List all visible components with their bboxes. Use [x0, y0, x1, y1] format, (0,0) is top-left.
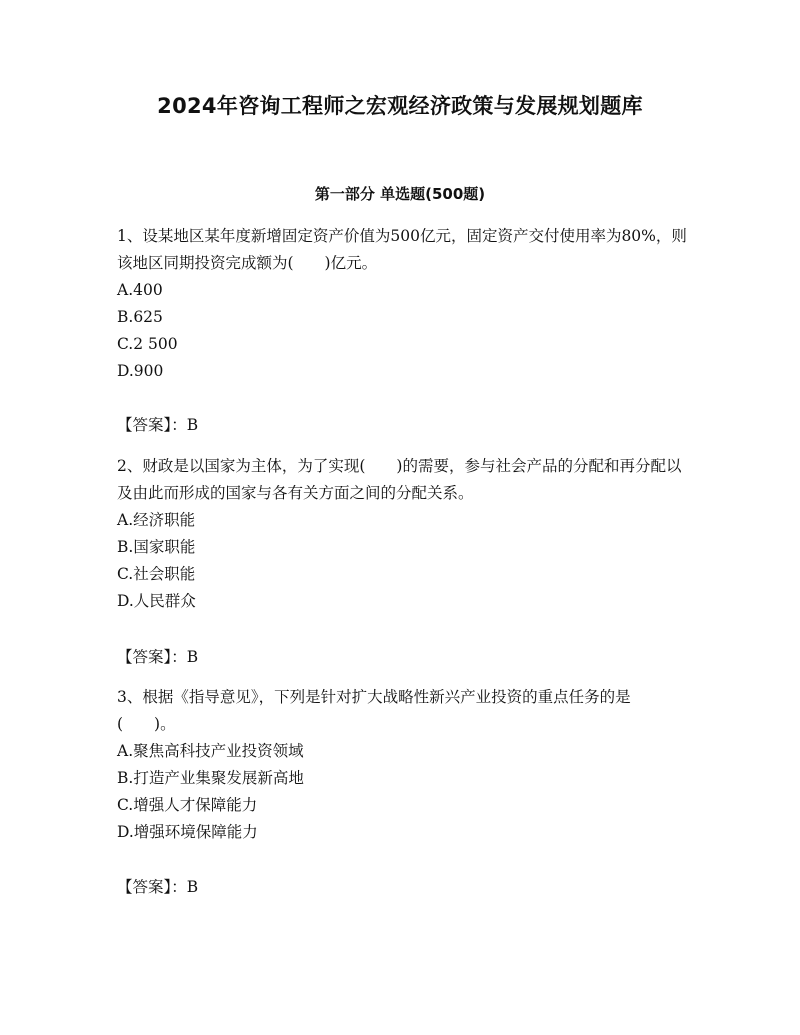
question-1-option-d: D.900: [117, 362, 164, 380]
question-3: [117, 684, 687, 846]
question-1-answer: 【答案】：B: [117, 416, 199, 434]
question-2-option-c: C.社会职能: [117, 565, 196, 583]
question-2-answer: 【答案】：B: [117, 648, 199, 666]
question-2-text: 2、财政是以国家为主体，为了实现( )的需要，参与社会产品的分配和再分配以及由此而形成的国家与各有关方面之间的分配关系。: [117, 457, 682, 502]
document-title: 2024年咨询工程师之宏观经济政策与发展规划题库: [157, 94, 643, 118]
question-1-text: 1、设某地区某年度新增固定资产价值为500亿元，固定资产交付使用率为80%，则该地区同期投资完成额为( )亿元。: [117, 227, 687, 272]
question-3-option-b: B.打造产业集聚发展新高地: [117, 769, 304, 787]
question-1-option-a: A.400: [117, 281, 163, 299]
section-heading: 第一部分 单选题(500题): [314, 185, 486, 203]
question-3-answer: 【答案】：B: [117, 878, 199, 896]
question-1: [117, 223, 687, 385]
question-2-option-b: B.国家职能: [117, 538, 196, 556]
question-2-option-d: D.人民群众: [117, 592, 196, 610]
question-3-text: 3、根据《指导意见》，下列是针对扩大战略性新兴产业投资的重点任务的是( )。: [117, 688, 631, 733]
question-3-option-c: C.增强人才保障能力: [117, 796, 258, 814]
question-1-option-b: B.625: [117, 308, 163, 326]
question-3-option-d: D.增强环境保障能力: [117, 823, 258, 841]
question-2-option-a: A.经济职能: [117, 511, 196, 529]
question-2: [117, 453, 687, 615]
question-1-option-c: C.2 500: [117, 335, 178, 353]
question-3-option-a: A.聚焦高科技产业投资领域: [117, 742, 304, 760]
